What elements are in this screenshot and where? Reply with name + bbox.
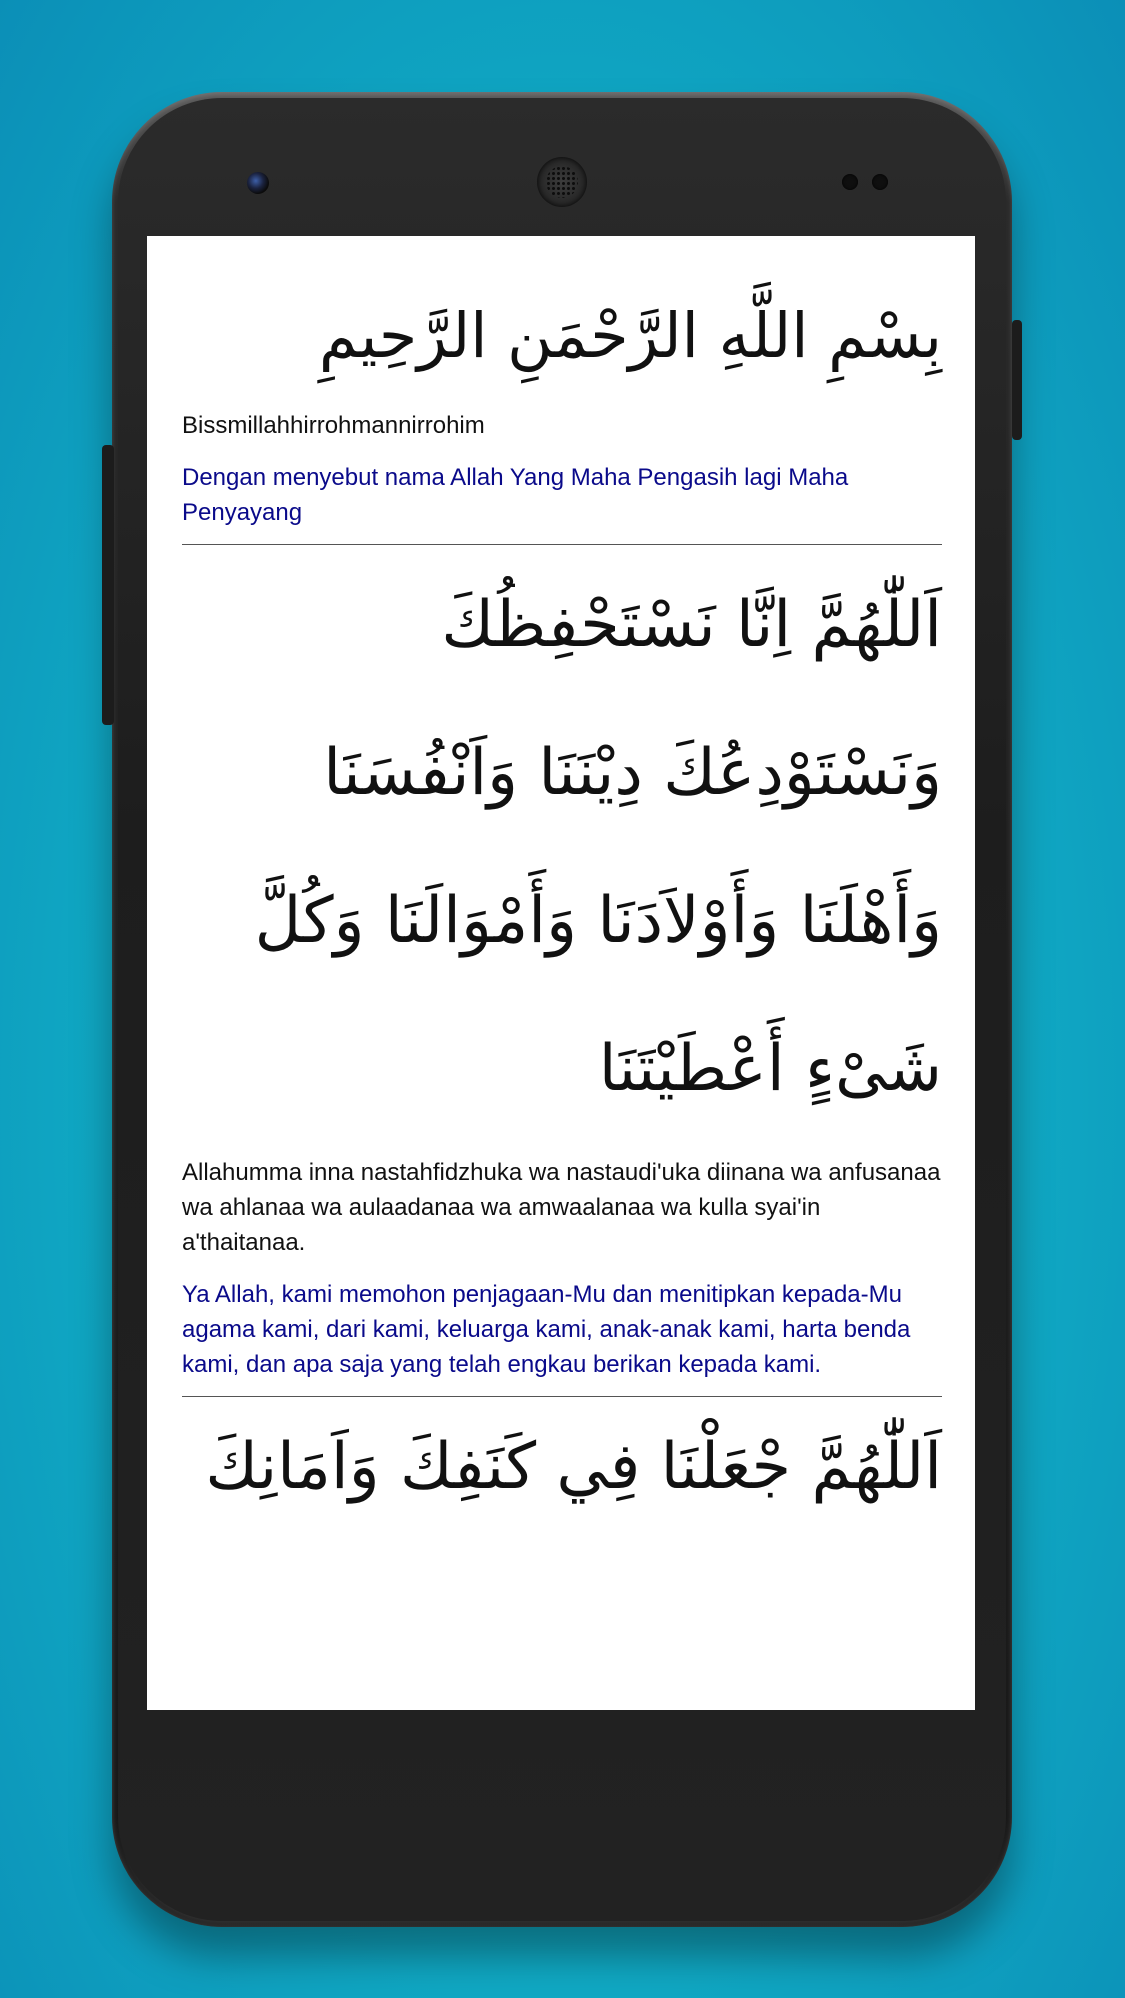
volume-button bbox=[102, 445, 114, 725]
front-camera-icon bbox=[247, 172, 269, 194]
prayer-section-basmala bbox=[182, 286, 942, 545]
translation-text: Ya Allah, kami memohon penjagaan-Mu dan menitipkan kepada-Mu agama kami, dari kami, keluarga kami, anak-anak kami, harta benda kami, dan apa saja yang telah engkau berikan kepada kami. bbox=[182, 1281, 911, 1378]
prayer-section-main bbox=[182, 551, 942, 1397]
arabic-line: شَىْءٍ أَعْطَيْتَنَا bbox=[598, 1032, 942, 1106]
prayer-scroll-content[interactable] bbox=[182, 236, 942, 1541]
light-sensor-icon bbox=[872, 174, 888, 190]
earpiece-speaker-icon bbox=[537, 157, 587, 207]
arabic-line: اَللّٰهُمَّ اِنَّا نَسْتَحْفِظُكَ bbox=[441, 588, 942, 662]
transliteration-text: Allahumma inna nastahfidzhuka wa nastaudi'uka diinana wa anfusanaa wa ahlanaa wa aulaadanaa wa amwaalanaa wa kulla syai'in a'thaitanaa. bbox=[182, 1159, 941, 1256]
arabic-line: اَللّٰهُمَّ جْعَلْنَا فِي كَنَفِكَ وَاَمَانِكَ bbox=[205, 1430, 942, 1504]
arabic-line: وَنَسْتَوْدِعُكَ دِيْنَنَا وَاَنْفُسَنَا bbox=[323, 736, 942, 810]
translation-text: Dengan menyebut nama Allah Yang Maha Pengasih lagi Maha Penyayang bbox=[182, 464, 849, 526]
power-button bbox=[1012, 320, 1022, 440]
section-divider bbox=[182, 544, 942, 545]
arabic-line: وَأَهْلَنَا وَأَوْلاَدَنَا وَأَمْوَالَنَا وَكُلَّ bbox=[254, 884, 942, 958]
prayer-section-next bbox=[182, 1393, 942, 1541]
arabic-text: بِسْمِ اللَّهِ الرَّحْمَنِ الرَّحِيمِ bbox=[318, 299, 942, 372]
proximity-sensor-icon bbox=[842, 174, 858, 190]
transliteration-text: Bissmillahhirrohmannirrohim bbox=[182, 412, 485, 439]
screen[interactable] bbox=[147, 236, 975, 1710]
